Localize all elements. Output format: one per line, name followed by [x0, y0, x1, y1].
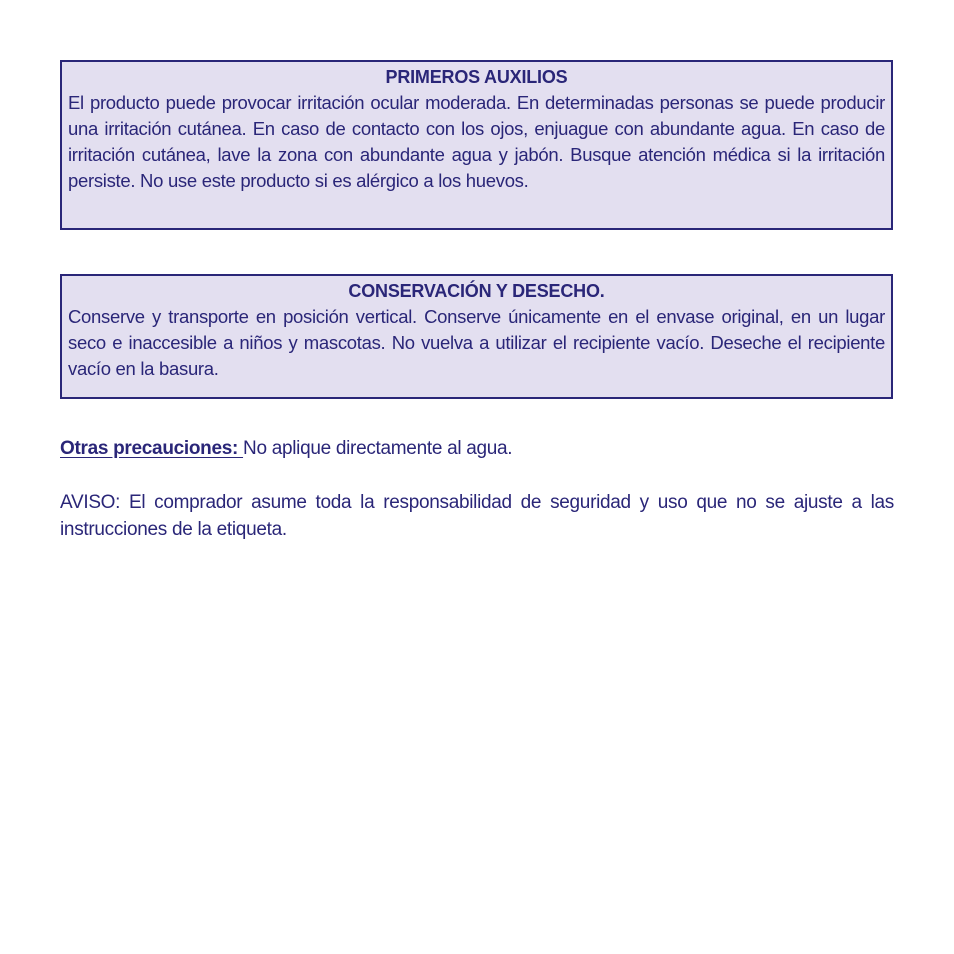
notice-text: AVISO: El comprador asume toda la responsabilidad de seguridad y uso que no se ajuste a las instrucciones de la etiqueta. — [60, 492, 894, 540]
other-precautions — [60, 435, 894, 462]
storage-disposal-text: Conserve y transporte en posición vertical. Conserve únicamente en el envase original, en un lugar seco e inaccesible a niños y mascotas. No vuelva a utilizar el recipiente vacío. Deseche el recipiente vacío en la basura. — [68, 306, 885, 379]
first-aid-box — [60, 60, 893, 230]
other-precautions-label: Otras precauciones: — [60, 438, 244, 459]
other-precautions-text: No aplique directamente al agua. — [243, 438, 513, 459]
first-aid-title: PRIMEROS AUXILIOS — [385, 67, 568, 87]
storage-disposal-box — [60, 274, 893, 399]
first-aid-text: El producto puede provocar irritación ocular moderada. En determinadas personas se puede producir una irritación cutánea. En caso de contacto con los ojos, enjuague con abundante agua. En caso de irritación cutánea, lave la zona con abundante agua y jabón. Busque atención médica si la irritación persiste. No use este producto si es alérgico a los huevos. — [68, 92, 885, 191]
storage-disposal-title: CONSERVACIÓN Y DESECHO. — [348, 281, 605, 301]
